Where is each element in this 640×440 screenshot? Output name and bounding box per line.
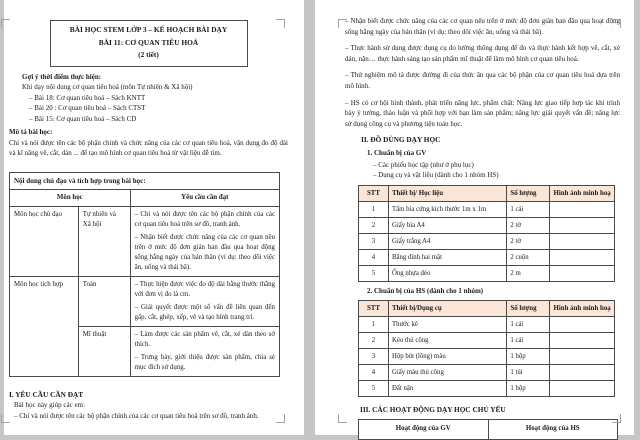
subject-cell: Mĩ thuật: [78, 326, 130, 376]
quantity-cell: 2 cuộn: [507, 249, 550, 265]
requirement-item: – Trưng bày, giới thiệu được sản phẩm, chia sẻ mục đích sử dụng.: [134, 353, 275, 371]
device-cell: Đất nặn: [388, 381, 506, 397]
section-i-intro: Bài học này giúp các em:: [14, 401, 85, 409]
table-row: [359, 317, 615, 333]
requirements-cell: [130, 276, 279, 326]
table-row: [359, 365, 615, 381]
header-device: Thiết bị/ Học liệu: [388, 185, 506, 201]
table-row: [10, 276, 280, 326]
stt-cell: 5: [359, 381, 389, 397]
table-header-row: [359, 185, 615, 201]
crop-mark: [612, 19, 621, 28]
illustration-cell: [550, 381, 615, 397]
role-cell: Môn học tích hợp: [10, 276, 79, 376]
stt-cell: 4: [359, 249, 389, 265]
header-illustration: Hình ảnh minh hoạ: [550, 185, 615, 201]
list-item: – Các phiếu học tập (như ở phụ lục): [373, 160, 474, 169]
illustration-cell: [550, 333, 615, 349]
list-item: – Dụng cụ và vật liệu (dành cho 1 nhóm HS): [373, 171, 499, 180]
section-i-heading: I. YÊU CẦU CẦN ĐẠT: [9, 389, 84, 399]
column-header-subject: Môn học: [10, 189, 131, 206]
quantity-cell: 2 tờ: [507, 233, 550, 249]
device-cell: Kéo thủ công: [388, 333, 506, 349]
list-item: – Bài 20 : Cơ quan tiêu hoá – Sách CTST: [29, 104, 146, 112]
device-cell: Giấy màu thủ công: [388, 365, 506, 381]
document-page-left[interactable]: [4, 0, 304, 435]
header-illustration: Hình ảnh minh hoạ: [550, 301, 615, 317]
column-header-requirements: Yêu cầu cần đạt: [130, 189, 279, 206]
stt-cell: 2: [359, 217, 389, 233]
list-item: – Chỉ và nói được tên các bộ phận chính của các cơ quan tiêu hoá trên sơ đồ, tranh ảnh.: [14, 411, 259, 420]
illustration-cell: [550, 349, 615, 365]
table-row: [359, 217, 615, 233]
header-gv-activities: Hoạt động của GV: [359, 419, 489, 439]
quantity-cell: 2 tờ: [507, 217, 550, 233]
quantity-cell: 1 cái: [507, 317, 550, 333]
hs-preparation-subheading: 2. Chuẩn bị của HS (dành cho 1 nhóm): [367, 286, 484, 295]
section-iii-heading: III. CÁC HOẠT ĐỘNG DẠY HỌC CHỦ YẾU: [360, 405, 506, 415]
illustration-cell: [550, 233, 615, 249]
device-cell: Thước kẻ: [388, 317, 506, 333]
list-item: – Bài 15: Cơ quan tiêu hoá – Sách CD: [29, 114, 137, 123]
header-device: Thiết bị/Dụng cụ: [388, 301, 506, 317]
left-page-content: [4, 0, 304, 421]
crop-mark: [1, 19, 10, 28]
suggested-timing-intro: Khi dạy nội dung cơ quan tiêu hoá (môn Tự nhiên & Xã hội): [22, 83, 193, 91]
stt-cell: 3: [359, 349, 389, 365]
header-quantity: Số lượng: [507, 301, 550, 317]
header-stt: STT: [359, 301, 389, 317]
crop-mark: [276, 19, 285, 28]
paragraph: – HS có cơ hội hình thành, phát triển năng lực, phẩm chất: Năng lực giao tiếp hợp tác khi trình bày ý tưởng, thảo luận và phối hợp với bạn làm sản phẩm; năng lực giải quyết vấn đề; năng lực sử dụng công cụ và phương tiện toán học.: [345, 98, 620, 128]
table-row: [359, 333, 615, 349]
stt-cell: 4: [359, 365, 389, 381]
illustration-cell: [550, 365, 615, 381]
lesson-duration: (2 tiết): [138, 50, 159, 59]
header-hs-activities: Hoạt động của HS: [488, 419, 618, 439]
table-row: [10, 206, 280, 276]
subject-cell: Tự nhiên và Xã hội: [78, 206, 130, 276]
table-row: [359, 201, 615, 217]
quantity-cell: 1 túi: [507, 365, 550, 381]
lesson-description-heading: Mô tả bài học:: [9, 128, 53, 136]
requirement-item: – Làm được các sản phẩm vẽ, cắt, xé dán theo sở thích.: [134, 330, 275, 348]
suggested-timing-heading: Gợi ý thời điểm thực hiện:: [22, 72, 102, 81]
device-cell: Băng dính hai mặt: [388, 249, 506, 265]
lesson-title-box: [50, 20, 248, 67]
crop-mark: [612, 414, 621, 423]
hs-equipment-table: [358, 300, 615, 397]
table-row: [359, 265, 615, 281]
device-cell: Tấm bìa cứng kích thước 1m x 1m: [388, 201, 506, 217]
stt-cell: 2: [359, 333, 389, 349]
illustration-cell: [550, 201, 615, 217]
table-header-row: [359, 301, 615, 317]
requirements-cell: [130, 326, 279, 376]
table-caption-cell: Nội dung chủ đạo và tích hợp trong bài học:: [10, 172, 280, 189]
document-page-right[interactable]: [315, 0, 634, 435]
header-quantity: Số lượng: [507, 185, 550, 201]
table-row: [359, 249, 615, 265]
section-ii-heading: II. ĐỒ DÙNG DẠY HỌC: [361, 135, 441, 145]
crop-mark: [338, 414, 347, 423]
device-cell: Hộp bút (lông) màu: [388, 349, 506, 365]
device-cell: Ống nhựa dẻo: [388, 265, 506, 281]
device-cell: Giấy trắng A4: [388, 233, 506, 249]
gv-equipment-table: [358, 185, 615, 282]
quantity-cell: 1 cái: [507, 201, 550, 217]
illustration-cell: [550, 317, 615, 333]
stt-cell: 1: [359, 317, 389, 333]
table-header-row: [359, 419, 618, 439]
paragraph: – Nhận biết được chức năng của các cơ quan nêu trên ở mức độ đơn giản ban đầu qua hoạt động sống hằng ngày của bản thân (ví dụ: theo dõi việc ăn, uống và thải bã).: [345, 17, 620, 36]
stt-cell: 5: [359, 265, 389, 281]
requirements-cell: [130, 206, 279, 276]
activities-table: [358, 419, 618, 440]
subject-cell: Toán: [78, 276, 130, 326]
quantity-cell: 1 hộp: [507, 349, 550, 365]
table-row: [359, 233, 615, 249]
table-row: [359, 381, 615, 397]
illustration-cell: [550, 217, 615, 233]
requirement-item: – Giải quyết được một số vấn đề liên quan đến gấp, cắt, ghép, xếp, vẽ và tạo hình trang trí.: [134, 303, 275, 321]
section-i-block: [9, 390, 288, 422]
paragraph: – Thực hành sử dụng được dụng cụ đo lường thông dụng để đo và thực hành kết hợp vẽ, cắt, xé dán, nặn… thực hành sáng tạo sản phẩm mĩ thuật để làm mô hình cơ quan tiêu hoá.: [345, 44, 620, 63]
crop-mark: [276, 414, 285, 423]
right-page-content: [315, 0, 634, 440]
quantity-cell: 1 hộp: [507, 381, 550, 397]
lesson-number-title: BÀI 11: CƠ QUAN TIÊU HOÁ: [98, 37, 199, 47]
stt-cell: 1: [359, 201, 389, 217]
list-item: – Bài 18: Cơ quan tiêu hoá – Sách KNTT: [29, 93, 146, 102]
header-stt: STT: [359, 185, 389, 201]
requirement-item: – Nhận biết được chức năng của các cơ quan nêu trên ở mức độ đơn giản ban đầu qua hoạt động sống hằng ngày của bản thân (ví dụ: theo dõi việc ăn, uống và thải bã).: [134, 233, 275, 271]
gv-preparation-subheading: 1. Chuẩn bị của GV: [367, 148, 427, 157]
paragraph: – Thử nghiệm mô tả được đường đi của thức ăn qua các bộ phận của cơ quan tiêu hoá dựa trên mô hình.: [345, 71, 620, 90]
illustration-cell: [550, 265, 615, 281]
lesson-description-text: Chỉ và nói được tên các bộ phận chính và chức năng của các cơ quan tiêu hoá, vận dụng đo độ dài và kĩ năng vẽ, cắt, dán ... để tạo mô hình cơ quan tiêu hoá từ vật liệu dễ tìm.: [9, 138, 288, 157]
crop-mark: [1, 414, 10, 423]
crop-mark: [338, 19, 347, 28]
requirement-item: – Thực hiện được việc đo độ dài bằng thước thẳng với đơn vị đo là cm.: [134, 280, 275, 298]
quantity-cell: 1 cái: [507, 333, 550, 349]
suggested-timing-block: [22, 72, 288, 125]
illustration-cell: [550, 249, 615, 265]
quantity-cell: 2 m: [507, 265, 550, 281]
device-cell: Giấy bìa A4: [388, 217, 506, 233]
role-cell: Môn học chủ đạo: [10, 206, 79, 276]
content-integration-table: [9, 172, 280, 377]
requirement-item: – Chỉ và nói được tên các bộ phận chính của các cơ quan tiêu hoá trên sơ đồ, tranh ảnh.: [134, 210, 275, 228]
table-row: [359, 349, 615, 365]
stt-cell: 3: [359, 233, 389, 249]
lesson-plan-title: BÀI HỌC STEM LỚP 3 – KẾ HOẠCH BÀI DẠY: [69, 25, 228, 34]
